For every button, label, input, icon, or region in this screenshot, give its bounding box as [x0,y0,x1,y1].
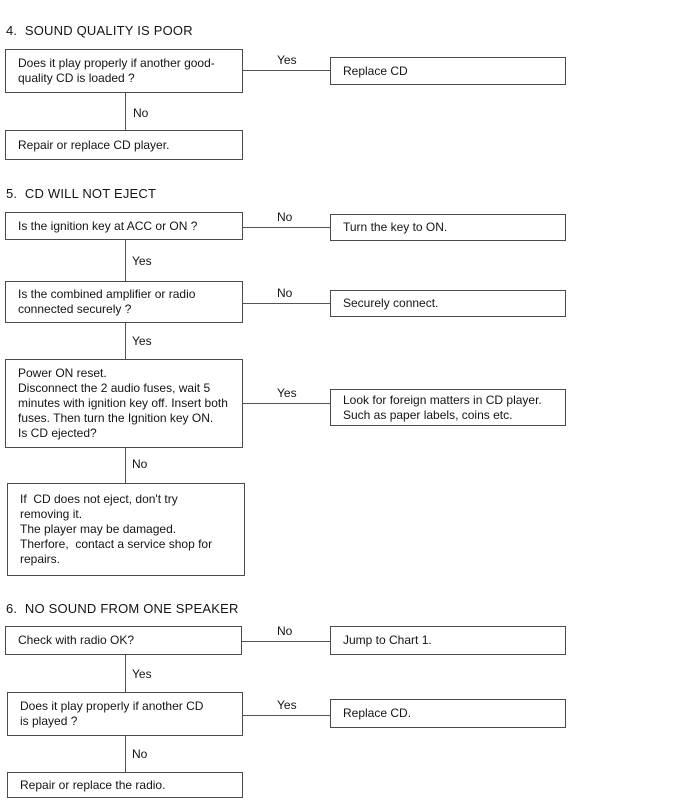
connector-line-down [125,323,126,359]
box-text-line: Turn the key to ON. [343,220,448,234]
box-text-line: Does it play properly if another CD [20,699,204,713]
section-6-title: 6. NO SOUND FROM ONE SPEAKER [6,601,239,616]
box-text-line: quality CD is loaded ? [18,71,135,85]
flow-box-action-jump-to-chart-1 [330,626,566,655]
box-text-line: Jump to Chart 1. [343,633,432,647]
box-text-line: Look for foreign matters in CD player. [343,392,542,407]
connector-line-down [125,93,126,130]
box-text-line: The player may be damaged. [20,522,177,536]
section-5-title: 5. CD WILL NOT EJECT [6,186,157,201]
box-text-line: Repair or replace CD player. [18,137,170,152]
flow-box-action-look-foreign-matters [330,389,566,426]
box-text-line: Is the ignition key at ACC or ON ? [18,218,198,233]
box-text-line: Replace CD [343,63,408,78]
branch-label-no: No [277,624,293,638]
box-text-line: If CD does not eject, don't try [20,492,178,506]
flow-box-action-repair-cd-player [5,130,243,160]
section-4-title: 4. SOUND QUALITY IS POOR [6,23,193,38]
box-text-line: Disconnect the 2 audio fuses, wait 5 [18,381,211,395]
connector-line-right [243,70,330,71]
box-text-line: connected securely ? [18,302,132,316]
connector-line-down [125,448,126,483]
branch-label-yes: Yes [132,667,152,681]
box-text-line: Replace CD. [343,706,412,720]
flow-box-question-amplifier-connected [5,281,243,323]
box-text-line: minutes with ignition key off. Insert both [18,396,228,410]
flow-box-action-securely-connect [330,290,566,317]
branch-label-yes: Yes [132,254,152,268]
connector-line-right [243,715,330,716]
box-text-line: Power ON reset. [18,366,107,380]
flow-box-question-power-on-reset [5,359,243,448]
connector-line-right [243,303,330,304]
flow-box-question-ignition-key [5,212,243,240]
branch-label-yes: Yes [277,698,297,712]
flow-box-question-check-radio [5,626,242,655]
box-text-line: removing it. [20,507,83,521]
branch-label-yes: Yes [277,386,297,400]
branch-label-no: No [133,106,149,120]
box-text-line: Securely connect. [343,296,439,310]
flow-box-question-play-good-cd [5,49,243,93]
box-text-line: is played ? [20,714,78,728]
flow-box-action-replace-cd [330,57,566,85]
branch-label-no: No [132,747,148,761]
flow-box-action-repair-radio [7,772,243,798]
flow-box-action-turn-key-on [330,214,566,241]
flow-box-question-another-cd-played [7,692,243,736]
branch-label-yes: Yes [277,53,297,67]
box-text-line: Is the combined amplifier or radio [18,287,196,301]
box-text-line: fuses. Then turn the Ignition key ON. [18,411,214,425]
branch-label-no: No [277,286,293,300]
box-text-line: repairs. [20,552,61,566]
box-text-line: Check with radio OK? [18,633,135,647]
connector-line-right [243,403,330,404]
flow-box-action-contact-service-shop [7,483,245,576]
box-text-line: Therfore, contact a service shop for [20,537,213,551]
box-text-line: Does it play properly if another good- [18,56,215,70]
connector-line-down [125,655,126,692]
connector-line-right [243,227,330,228]
branch-label-no: No [277,210,293,224]
box-text-line: Such as paper labels, coins etc. [343,407,513,422]
connector-line-down [125,240,126,281]
branch-label-no: No [132,457,148,471]
connector-line-right [242,641,330,642]
connector-line-down [125,736,126,772]
branch-label-yes: Yes [132,334,152,348]
box-text-line: Repair or replace the radio. [20,777,166,792]
flow-box-action-replace-cd-2 [330,699,566,728]
box-text-line: Is CD ejected? [18,426,97,440]
